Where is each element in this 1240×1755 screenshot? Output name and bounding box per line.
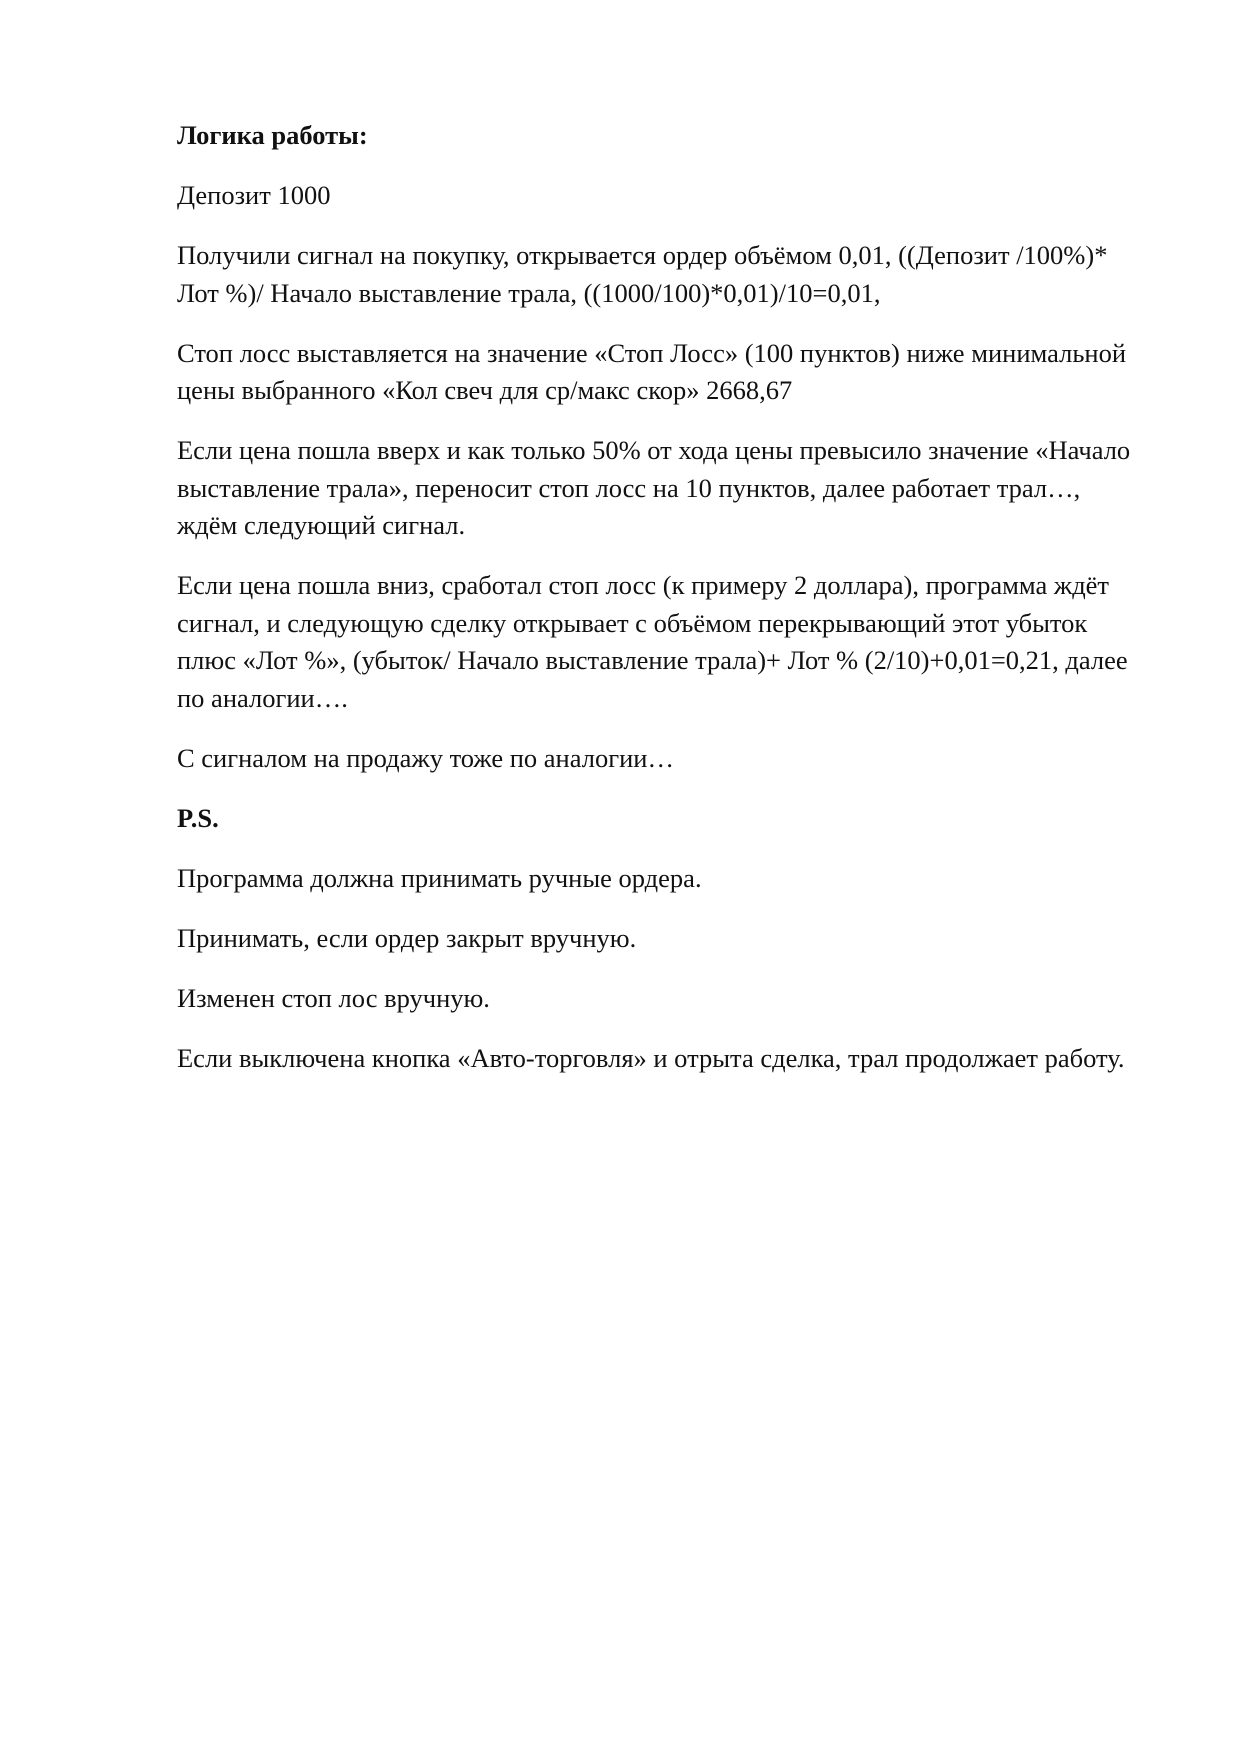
ps-paragraph: Изменен стоп лос вручную. xyxy=(177,982,490,1013)
paragraph: Если цена пошла вниз, сработал стоп лосс (к примеру 2 доллара), программа ждёт сигнал, и следующую сделку открывает с объёмом перекрывающий этот убыток плюс «Лот %», (убыток/ Начало выставление трала)+ Лот % (2/10)+0,01=0,21, далее по аналогии…. xyxy=(177,570,1128,713)
ps-paragraph: Программа должна принимать ручные ордера. xyxy=(177,862,702,893)
paragraph: Если цена пошла вверх и как только 50% от хода цены превысило значение «Начало выставление трала», переносит стоп лосс на 10 пунктов, далее работает трал…, ждём следующий сигнал. xyxy=(177,435,1131,540)
document-body xyxy=(177,117,1142,1100)
paragraph: Депозит 1000 xyxy=(177,180,331,210)
ps-paragraph: Принимать, если ордер закрыт вручную. xyxy=(177,922,637,953)
paragraph: Стоп лосс выставляется на значение «Стоп Лосс» (100 пунктов) ниже минимальной цены выбранного «Кол свеч для ср/макс скор» 2668,67 xyxy=(177,337,1127,405)
paragraph: С сигналом на продажу тоже по аналогии… xyxy=(177,742,674,773)
ps-paragraph: Если выключена кнопка «Авто-торговля» и отрыта сделка, трал продолжает работу. xyxy=(177,1042,1125,1073)
paragraph: Получили сигнал на покупку, открывается ордер объёмом 0,01, ((Депозит /100%)* Лот %)/ Начало выставление трала, ((1000/100)*0,01)/10=0,01, xyxy=(177,240,1108,308)
ps-heading: P.S. xyxy=(177,802,219,833)
section-heading: Логика работы: xyxy=(177,120,368,150)
